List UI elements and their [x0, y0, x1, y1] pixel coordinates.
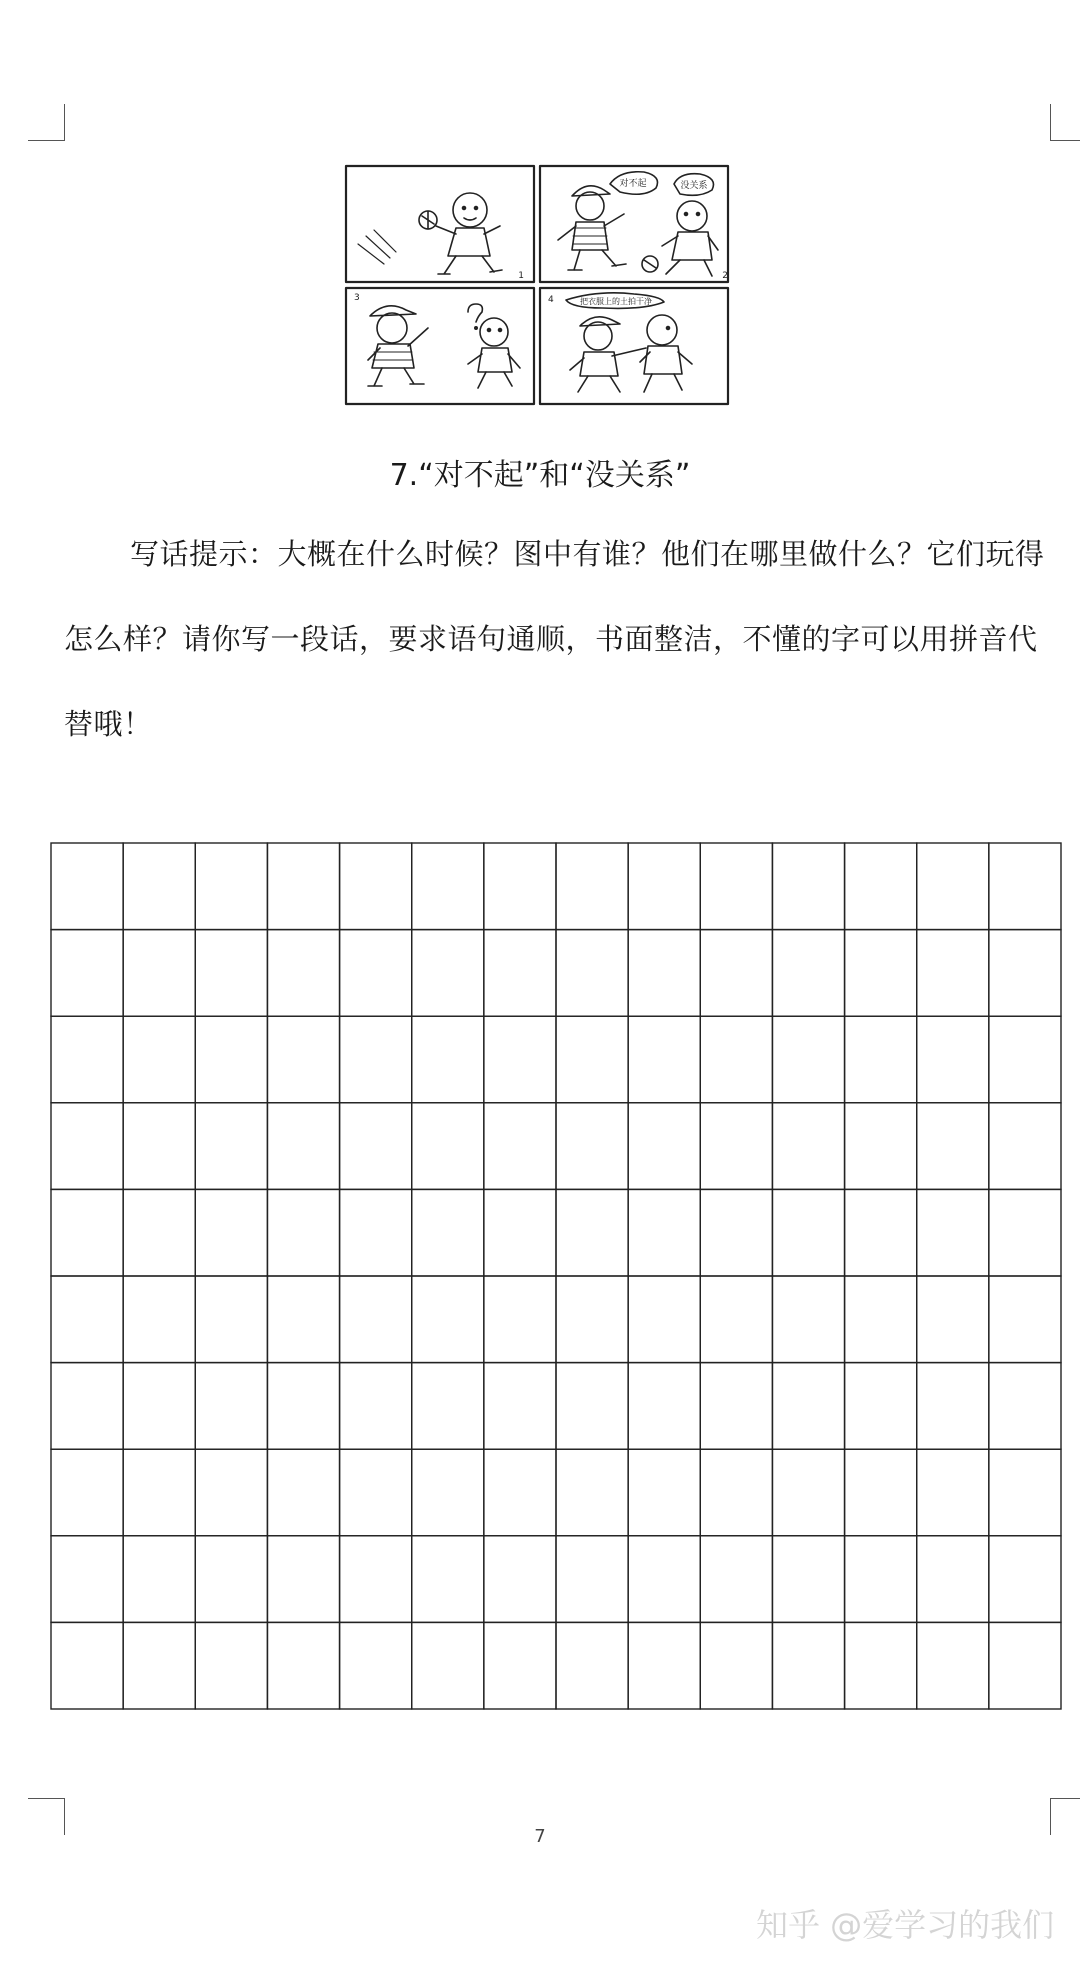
- grid-cell[interactable]: [556, 1449, 628, 1536]
- grid-cell[interactable]: [484, 843, 556, 930]
- grid-cell[interactable]: [989, 1189, 1061, 1276]
- grid-cell[interactable]: [917, 930, 989, 1017]
- exercise-title: 7.“对不起”和“没关系”: [389, 458, 691, 493]
- grid-cell[interactable]: [917, 1016, 989, 1103]
- grid-cell[interactable]: [484, 1189, 556, 1276]
- grid-cell[interactable]: [556, 843, 628, 930]
- grid-cell[interactable]: [51, 843, 123, 930]
- grid-cell[interactable]: [772, 1363, 844, 1450]
- grid-cell[interactable]: [700, 1622, 772, 1709]
- comic-panel-1: [346, 166, 534, 282]
- grid-cell[interactable]: [195, 1189, 267, 1276]
- grid-cell[interactable]: [340, 1276, 412, 1363]
- grid-cell[interactable]: [195, 1536, 267, 1623]
- grid-cell[interactable]: [845, 1276, 917, 1363]
- grid-cell[interactable]: [700, 1536, 772, 1623]
- grid-cell[interactable]: [845, 1449, 917, 1536]
- grid-cell[interactable]: [700, 1276, 772, 1363]
- speech-bubble-no-problem: 没关系: [680, 181, 708, 191]
- grid-cell[interactable]: [267, 1449, 339, 1536]
- grid-cell[interactable]: [340, 1363, 412, 1450]
- grid-cell[interactable]: [195, 1449, 267, 1536]
- comic-panel-number-1: 1: [518, 271, 524, 281]
- writing-prompt: 写话提示：大概在什么时候？图中有谁？他们在哪里做什么？它们玩得怎么样？请你写一段话，要求语句通顺，书面整洁，不懂的字可以用拼音代替哦！: [64, 537, 1045, 741]
- grid-cell[interactable]: [989, 1103, 1061, 1190]
- grid-cell[interactable]: [989, 1536, 1061, 1623]
- grid-cell[interactable]: [917, 1622, 989, 1709]
- grid-cell[interactable]: [267, 843, 339, 930]
- grid-cell[interactable]: [772, 1103, 844, 1190]
- grid-cell[interactable]: [51, 1276, 123, 1363]
- grid-cell[interactable]: [412, 1536, 484, 1623]
- grid-cell[interactable]: [628, 843, 700, 930]
- grid-cell[interactable]: [556, 1276, 628, 1363]
- grid-cell[interactable]: [845, 930, 917, 1017]
- grid-cell[interactable]: [556, 1189, 628, 1276]
- grid-cell[interactable]: [340, 1103, 412, 1190]
- grid-cell[interactable]: [123, 1276, 195, 1363]
- grid-cell[interactable]: [628, 1016, 700, 1103]
- grid-cell[interactable]: [845, 1103, 917, 1190]
- page-number: 7: [534, 1826, 546, 1847]
- grid-cell[interactable]: [51, 1622, 123, 1709]
- grid-cell[interactable]: [772, 930, 844, 1017]
- grid-cell[interactable]: [628, 1622, 700, 1709]
- grid-cell[interactable]: [195, 1363, 267, 1450]
- grid-cell[interactable]: [989, 843, 1061, 930]
- writing-grid[interactable]: [50, 842, 1062, 1714]
- grid-cell[interactable]: [412, 1363, 484, 1450]
- grid-cell[interactable]: [484, 1276, 556, 1363]
- grid-cell[interactable]: [267, 1536, 339, 1623]
- grid-cell[interactable]: [700, 1103, 772, 1190]
- grid-cell[interactable]: [700, 930, 772, 1017]
- grid-cell[interactable]: [628, 1103, 700, 1190]
- grid-cell[interactable]: [484, 1016, 556, 1103]
- grid-cell[interactable]: [123, 1016, 195, 1103]
- grid-cell[interactable]: [195, 930, 267, 1017]
- grid-cell[interactable]: [772, 843, 844, 930]
- grid-cell[interactable]: [412, 1622, 484, 1709]
- grid-cell[interactable]: [51, 930, 123, 1017]
- grid-cell[interactable]: [412, 930, 484, 1017]
- speech-bubble-sorry: 对不起: [619, 179, 647, 189]
- grid-cell[interactable]: [628, 930, 700, 1017]
- grid-cell[interactable]: [195, 1103, 267, 1190]
- grid-cell[interactable]: [700, 1189, 772, 1276]
- grid-cell[interactable]: [917, 1536, 989, 1623]
- grid-cell[interactable]: [556, 1536, 628, 1623]
- grid-cell[interactable]: [845, 1016, 917, 1103]
- grid-cell[interactable]: [989, 1276, 1061, 1363]
- grid-cell[interactable]: [340, 1536, 412, 1623]
- grid-cell[interactable]: [628, 1189, 700, 1276]
- grid-cell[interactable]: [484, 1536, 556, 1623]
- grid-cell[interactable]: [917, 1363, 989, 1450]
- crop-mark-top-right: [1050, 104, 1080, 141]
- grid-cell[interactable]: [123, 1622, 195, 1709]
- grid-cell[interactable]: [340, 1016, 412, 1103]
- grid-cell[interactable]: [123, 1363, 195, 1450]
- grid-cell[interactable]: [772, 1536, 844, 1623]
- grid-cell[interactable]: [484, 1449, 556, 1536]
- comic-illustration: [344, 164, 730, 406]
- comic-panel-number-3: 3: [354, 293, 360, 303]
- grid-cell[interactable]: [51, 1103, 123, 1190]
- grid-cell[interactable]: [917, 1449, 989, 1536]
- grid-cell[interactable]: [484, 1363, 556, 1450]
- grid-cell[interactable]: [123, 1103, 195, 1190]
- grid-cell[interactable]: [989, 1449, 1061, 1536]
- grid-cell[interactable]: [917, 1276, 989, 1363]
- grid-cell[interactable]: [51, 1016, 123, 1103]
- grid-cell[interactable]: [556, 1103, 628, 1190]
- grid-cell[interactable]: [340, 843, 412, 930]
- grid-cell[interactable]: [772, 1622, 844, 1709]
- grid-cell[interactable]: [845, 1363, 917, 1450]
- grid-cell[interactable]: [700, 1016, 772, 1103]
- grid-cell[interactable]: [412, 1103, 484, 1190]
- grid-cell[interactable]: [700, 843, 772, 930]
- grid-cell[interactable]: [267, 1622, 339, 1709]
- grid-cell[interactable]: [772, 1449, 844, 1536]
- grid-cell[interactable]: [628, 1536, 700, 1623]
- grid-cell[interactable]: [989, 1363, 1061, 1450]
- grid-cell[interactable]: [412, 1276, 484, 1363]
- grid-cell[interactable]: [845, 1189, 917, 1276]
- grid-cell[interactable]: [484, 1103, 556, 1190]
- grid-cell[interactable]: [267, 1016, 339, 1103]
- grid-cell[interactable]: [412, 1189, 484, 1276]
- grid-cell[interactable]: [556, 1363, 628, 1450]
- grid-cell[interactable]: [484, 930, 556, 1017]
- grid-cell[interactable]: [195, 1622, 267, 1709]
- grid-cell[interactable]: [845, 1536, 917, 1623]
- grid-cell[interactable]: [123, 1449, 195, 1536]
- grid-cell[interactable]: [628, 1363, 700, 1450]
- grid-cell[interactable]: [556, 1016, 628, 1103]
- comic-panel-number-4: 4: [548, 295, 554, 305]
- grid-cell[interactable]: [267, 1363, 339, 1450]
- grid-cell[interactable]: [195, 1276, 267, 1363]
- grid-cell[interactable]: [989, 1622, 1061, 1709]
- grid-cell[interactable]: [51, 1449, 123, 1536]
- grid-cell[interactable]: [123, 930, 195, 1017]
- grid-cell[interactable]: [267, 1276, 339, 1363]
- grid-cell[interactable]: [917, 843, 989, 930]
- grid-cell[interactable]: [628, 1449, 700, 1536]
- grid-cell[interactable]: [340, 1189, 412, 1276]
- grid-cell[interactable]: [123, 843, 195, 930]
- grid-cell[interactable]: [340, 1622, 412, 1709]
- grid-cell[interactable]: [51, 1363, 123, 1450]
- question-mark: ?: [344, 164, 345, 165]
- grid-cell[interactable]: [412, 1016, 484, 1103]
- watermark: 知乎 @爱学习的我们: [756, 1906, 1055, 1944]
- grid-cell[interactable]: [989, 930, 1061, 1017]
- grid-cell[interactable]: [772, 1276, 844, 1363]
- grid-cell[interactable]: [556, 1622, 628, 1709]
- grid-cell[interactable]: [772, 1016, 844, 1103]
- grid-cell[interactable]: [484, 1622, 556, 1709]
- grid-cell[interactable]: [267, 930, 339, 1017]
- grid-cell[interactable]: [556, 930, 628, 1017]
- grid-cell[interactable]: [123, 1189, 195, 1276]
- grid-cell[interactable]: [845, 1622, 917, 1709]
- grid-cell[interactable]: [412, 1449, 484, 1536]
- grid-cell[interactable]: [628, 1276, 700, 1363]
- svg-text:2: 2: [722, 271, 728, 281]
- grid-cell[interactable]: [917, 1103, 989, 1190]
- grid-cell[interactable]: [195, 843, 267, 930]
- grid-cell[interactable]: [917, 1189, 989, 1276]
- grid-cell[interactable]: [989, 1016, 1061, 1103]
- grid-cell[interactable]: [51, 1189, 123, 1276]
- grid-cell[interactable]: [700, 1449, 772, 1536]
- grid-cell[interactable]: [123, 1536, 195, 1623]
- grid-cell[interactable]: [845, 843, 917, 930]
- grid-cell[interactable]: [340, 930, 412, 1017]
- speech-bubble-pat-dirt: 把衣服上的土拍干净: [580, 297, 652, 306]
- grid-cell[interactable]: [267, 1189, 339, 1276]
- grid-cell[interactable]: [772, 1189, 844, 1276]
- grid-cell[interactable]: [195, 1016, 267, 1103]
- grid-cell[interactable]: [267, 1103, 339, 1190]
- grid-cell[interactable]: [51, 1536, 123, 1623]
- grid-cell[interactable]: [412, 843, 484, 930]
- grid-cell[interactable]: [700, 1363, 772, 1450]
- crop-mark-top-left: [28, 104, 65, 141]
- grid-cell[interactable]: [340, 1449, 412, 1536]
